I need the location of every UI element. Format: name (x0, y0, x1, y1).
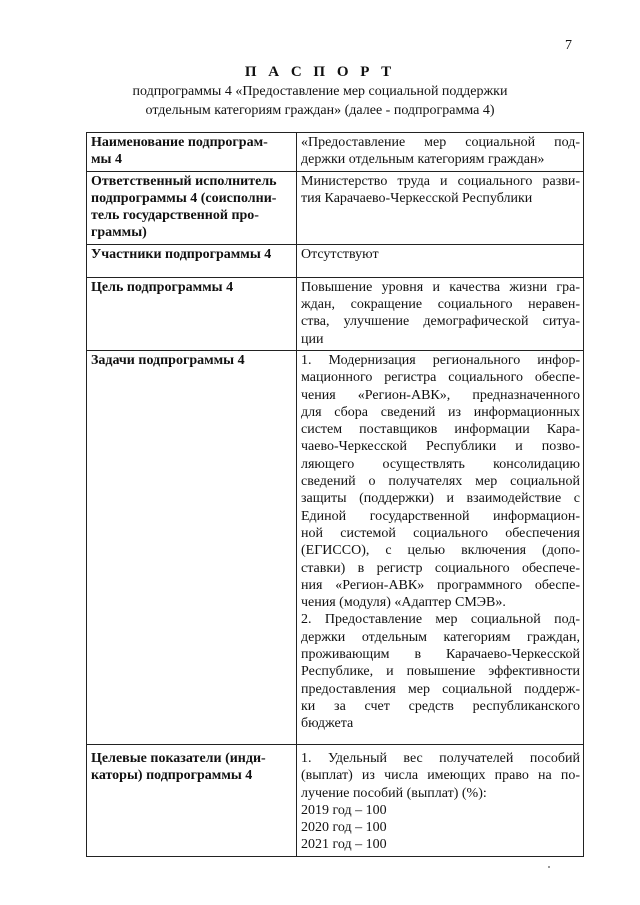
label-line: Ответственный исполнитель (91, 173, 277, 189)
value-line: тия Карачаево-Черкесской Республики (301, 190, 533, 206)
value-line: для сбора сведений из информационных (301, 404, 580, 420)
value-line: «Предоставление мер социальной под- (301, 135, 580, 150)
value-line: 2021 год – 100 (301, 837, 387, 853)
value-line: Министерство труда и социального разви- (301, 173, 580, 189)
table-row (87, 744, 584, 856)
label-line: Целевые показатели (инди- (91, 750, 266, 766)
value-line: ной системой социального обеспечения (301, 525, 580, 541)
row-label-executor (87, 171, 297, 244)
value-line: Отсутствуют (301, 246, 379, 262)
label-line: мы 4 (91, 152, 122, 168)
label-line: Цель подпрограммы 4 (91, 279, 234, 295)
label-line: Наименование подпрограм- (91, 135, 268, 150)
value-line: ции (301, 331, 324, 347)
value-line: сведений о получателях мер социальной (301, 474, 580, 490)
label-line: подпрограммы 4 (соисполни- (91, 190, 277, 206)
row-label-indicators (87, 744, 297, 856)
page-number: 7 (565, 38, 572, 53)
value-line: 2020 год – 100 (301, 820, 387, 836)
row-value-executor (297, 171, 584, 244)
value-line: (ЕГИССО), с целью включения (допо- (301, 543, 580, 559)
value-line: мационного регистра социального обеспе- (301, 370, 580, 386)
value-line: лучение пособий (выплат) (%): (301, 785, 487, 801)
row-label-participants (87, 244, 297, 277)
value-line: чения «Регион-АВК», предназначенного (301, 387, 580, 403)
value-line: ждан, сокращение социального неравен- (301, 297, 580, 313)
label-line: Участники подпрограммы 4 (91, 246, 272, 262)
row-label-goal (87, 277, 297, 350)
value-line: бюджета (301, 716, 354, 732)
table-row (87, 133, 584, 172)
row-label-tasks (87, 350, 297, 744)
value-line: (выплат) из числа имеющих право на по- (301, 768, 580, 784)
table-row (87, 350, 584, 744)
value-line: ставки) в регистр социального обеспече- (301, 560, 580, 576)
table-row (87, 277, 584, 350)
value-line: ния «Регион-АВК» программного обеспе- (301, 577, 580, 593)
value-line: 2. Предоставление мер социальной под- (301, 612, 580, 628)
subtitle-line: подпрограммы 4 «Предоставление мер социальной поддержки (132, 84, 508, 99)
document-subtitle (0, 82, 640, 120)
subtitle-line: отдельным категориям граждан» (далее - подпрограмма 4) (145, 103, 495, 118)
label-line: каторы) подпрограммы 4 (91, 768, 253, 784)
value-line: 2019 год – 100 (301, 802, 387, 818)
value-line: предоставления мер социальной поддерж- (301, 681, 580, 697)
table-row (87, 171, 584, 244)
row-label-name (87, 133, 297, 172)
value-line: ства, улучшение демографической ситуа- (301, 314, 580, 330)
row-value-goal (297, 277, 584, 350)
value-line: Единой государственной информацион- (301, 508, 580, 524)
value-line: Повышение уровня и качества жизни гра- (301, 279, 580, 295)
label-line: Задачи подпрограммы 4 (91, 352, 245, 368)
value-line: 1. Удельный вес получателей пособий (301, 750, 580, 766)
value-line: проживающим в Карачаево-Черкесской (301, 647, 580, 663)
row-value-tasks (297, 350, 584, 744)
label-line: граммы) (91, 225, 147, 241)
value-line: систем поставщиков информации Кара- (301, 422, 580, 438)
value-line: ляющего осуществлять консолидацию (301, 456, 580, 472)
row-value-indicators (297, 744, 584, 856)
value-line: 1. Модернизация регионального инфор- (301, 352, 580, 368)
passport-table (86, 132, 584, 857)
value-line: чения (модуля) «Адаптер СМЭВ». (301, 595, 506, 611)
row-value-participants (297, 244, 584, 277)
value-line: защиты (поддержки) и взаимодействие с (301, 491, 580, 507)
row-value-name (297, 133, 584, 172)
scan-speck (548, 866, 550, 868)
value-line: ки за счет средств республиканского (301, 698, 580, 714)
label-line: тель государственной про- (91, 208, 259, 224)
value-line: Республике, и повышение эффективности (301, 664, 580, 680)
value-line: держки отдельным категориям граждан» (301, 152, 545, 168)
value-line: чаево-Черкесской Республики и позво- (301, 439, 580, 455)
value-line: держки отдельным категориям граждан, (301, 629, 580, 645)
document-title: П А С П О Р Т (244, 64, 396, 80)
table-row (87, 244, 584, 277)
